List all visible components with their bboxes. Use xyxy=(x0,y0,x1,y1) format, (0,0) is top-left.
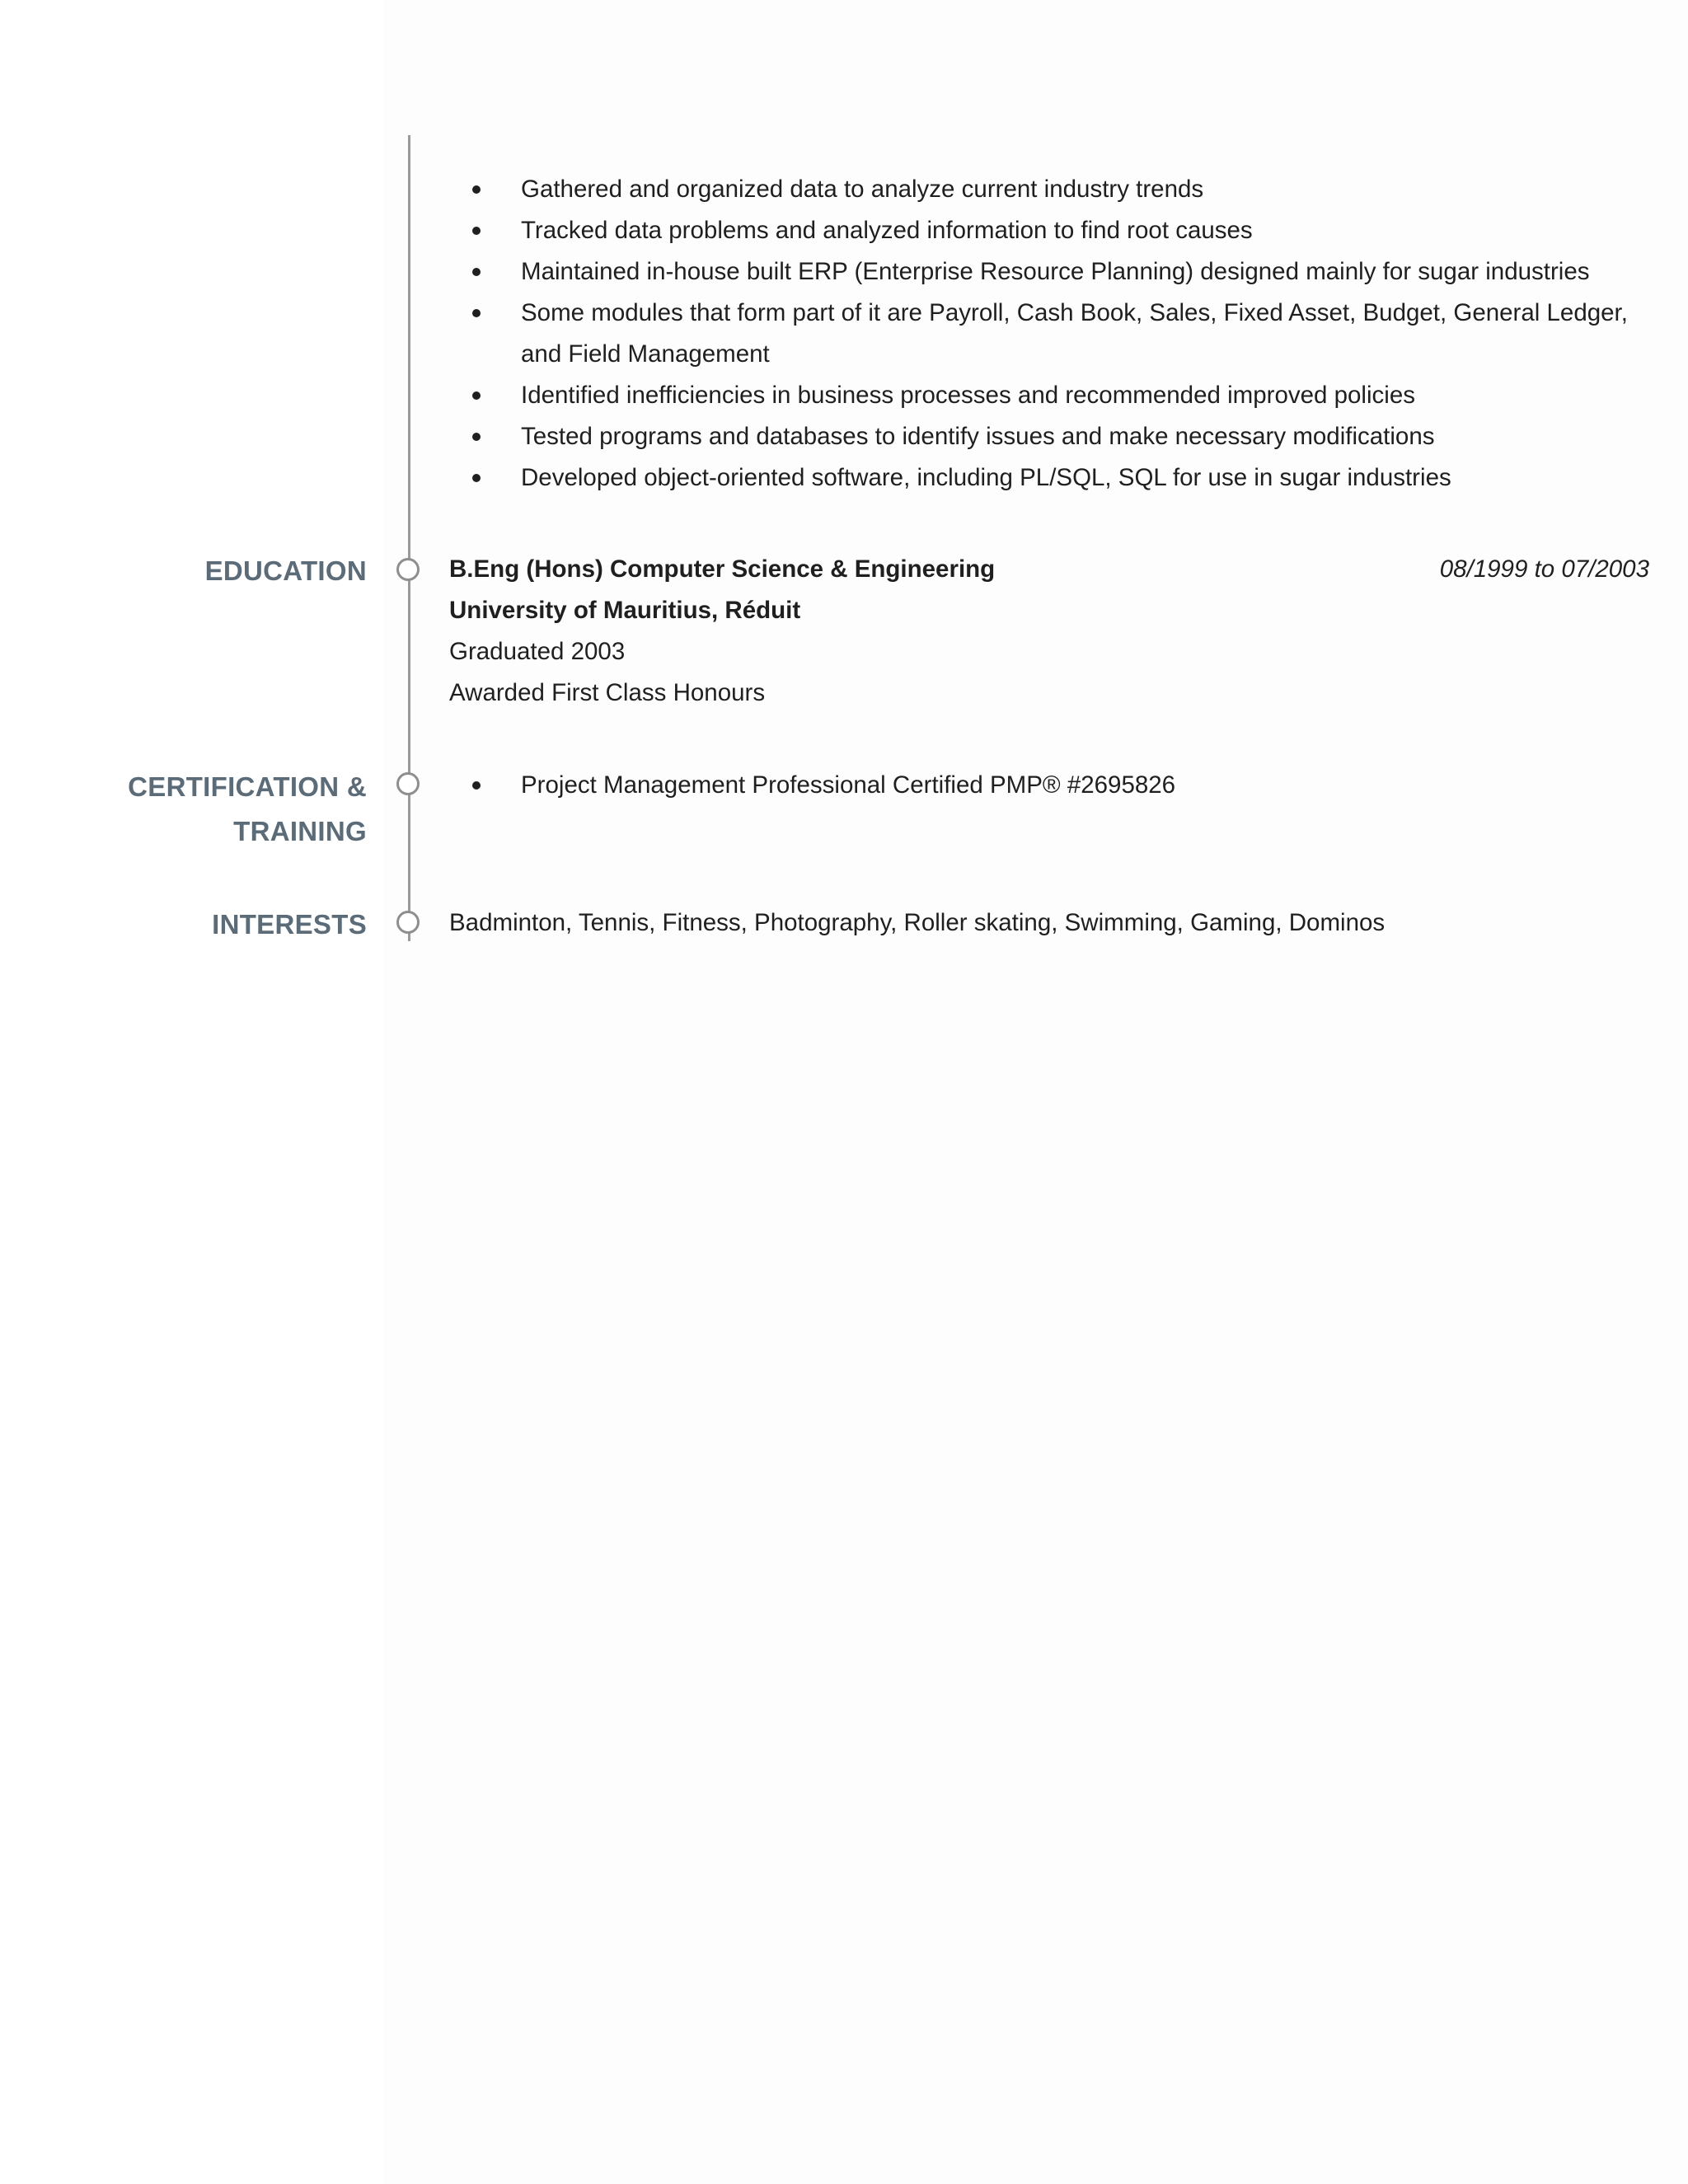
timeline-line xyxy=(408,135,410,941)
bullet-icon xyxy=(472,309,481,317)
certification-heading-line1: CERTIFICATION & xyxy=(128,771,367,802)
certification-heading xyxy=(128,765,367,854)
certification-list xyxy=(521,765,1634,806)
timeline-node-icon xyxy=(396,772,420,795)
interests-heading: INTERESTS xyxy=(212,909,367,940)
bullet-icon xyxy=(472,185,481,194)
experience-bullet-list xyxy=(521,169,1634,499)
timeline-node-icon xyxy=(396,558,420,581)
certification-heading-line2: TRAINING xyxy=(233,816,367,846)
list-item: Tracked data problems and analyzed information to find root causes xyxy=(521,210,1634,251)
bullet-icon xyxy=(472,227,481,235)
education-heading: EDUCATION xyxy=(204,555,367,586)
list-item: Maintained in-house built ERP (Enterprise Resource Planning) designed mainly for sugar industries xyxy=(521,251,1634,293)
honours-text: Awarded First Class Honours xyxy=(449,679,766,706)
bullet-icon xyxy=(472,474,481,482)
list-item: Some modules that form part of it are Payroll, Cash Book, Sales, Fixed Asset, Budget, General Ledger, and Field Management xyxy=(521,293,1634,375)
bullet-icon xyxy=(472,781,481,790)
bullet-icon xyxy=(472,433,481,441)
list-item: Project Management Professional Certified PMP® #2695826 xyxy=(521,765,1634,806)
bullet-icon xyxy=(472,391,481,400)
timeline-node-icon xyxy=(396,911,420,934)
list-item: Developed object-oriented software, including PL/SQL, SQL for use in sugar industries xyxy=(521,457,1634,499)
institution-name: University of Mauritius, Réduit xyxy=(449,597,801,624)
list-item: Gathered and organized data to analyze current industry trends xyxy=(521,169,1634,210)
interests-text: Badminton, Tennis, Fitness, Photography, Roller skating, Swimming, Gaming, Dominos xyxy=(449,909,1386,936)
graduation-year: Graduated 2003 xyxy=(449,638,626,665)
education-dates: 08/1999 to 07/2003 xyxy=(1439,555,1649,583)
list-item: Tested programs and databases to identify issues and make necessary modifications xyxy=(521,416,1634,457)
bullet-icon xyxy=(472,268,481,276)
degree-title: B.Eng (Hons) Computer Science & Engineering xyxy=(449,555,996,583)
list-item: Identified inefficiencies in business processes and recommended improved policies xyxy=(521,375,1634,416)
